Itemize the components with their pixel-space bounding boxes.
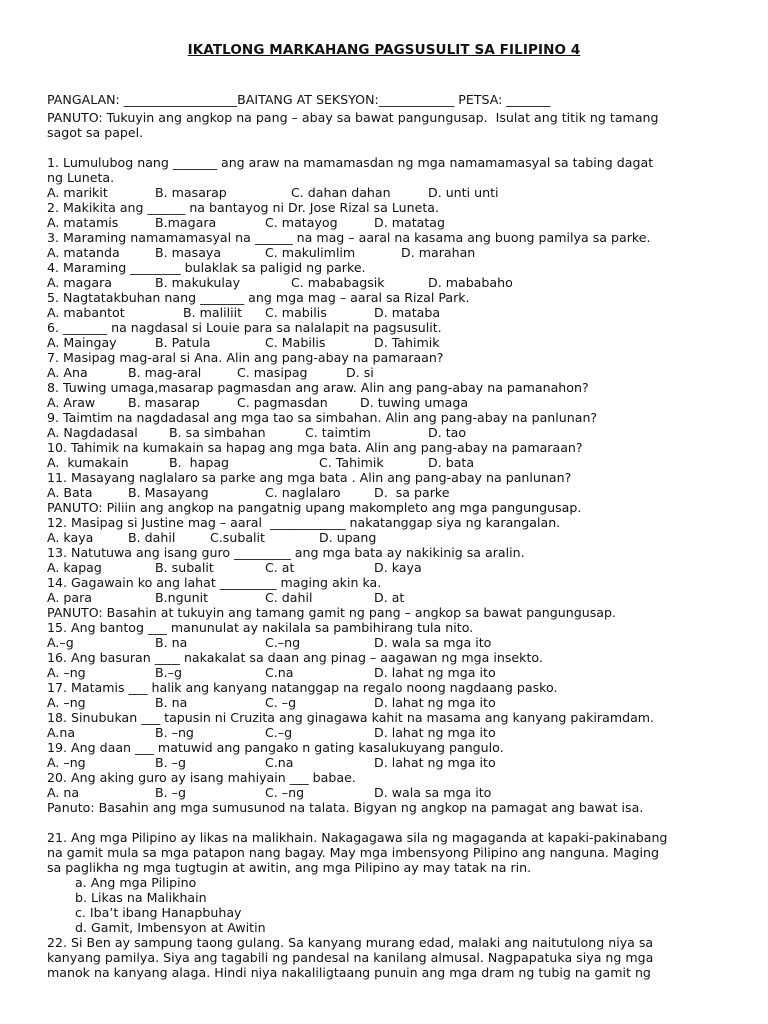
option-b: B. –g: [155, 755, 186, 770]
question-1: 1. Lumulubog nang _______ ang araw na mamamasdan ng mga namamamasyal sa tabing dagat: [47, 155, 654, 170]
option-d: D. mababaho: [428, 275, 513, 290]
instruction-3: PANUTO: Basahin at tukuyin ang tamang gamit ng pang – angkop sa bawat pangungusap.: [47, 605, 616, 620]
option-c: C. Tahimik: [319, 455, 384, 470]
option-c: C. naglalaro: [265, 485, 341, 500]
option-d: D. kaya: [374, 560, 422, 575]
question-12: 12. Masipag si Justine mag – aaral ____________ nakatanggap siya ng karangalan.: [47, 515, 561, 530]
option-c: C.–ng: [265, 635, 301, 650]
question-13: 13. Natutuwa ang isang guro _________ ang mga bata ay nakikinig sa aralin.: [47, 545, 525, 560]
option-d: D. bata: [428, 455, 475, 470]
option-c: C. –ng: [265, 785, 305, 800]
option-b: B. makukulay: [155, 275, 241, 290]
option-a: A. mabantot: [47, 305, 125, 320]
option-a: A. –ng: [47, 665, 86, 680]
option-b: B.–g: [155, 665, 182, 680]
question-22-cont: kanyang pamilya. Siya ang tagabili ng pandesal na kanilang almusal. Nagpapatuka siya ng mga: [47, 950, 654, 965]
question-1-cont: ng Luneta.: [47, 170, 115, 185]
option-b: B. mag-aral: [128, 365, 202, 380]
question-19: 19. Ang daan ___ matuwid ang pangako n gating kasalukuyang pangulo.: [47, 740, 504, 755]
option-c: c. Iba’t ibang Hanapbuhay: [75, 905, 242, 920]
instruction-1-cont: sagot sa papel.: [47, 125, 144, 140]
option-a: A. matamis: [47, 215, 119, 230]
question-7: 7. Masipag mag-aral si Ana. Alin ang pang-abay na pamaraan?: [47, 350, 444, 365]
question-21-cont: na gamit mula sa mga patapon nang bagay. May mga imbensyong Pilipino ang nanguna. Maging: [47, 845, 659, 860]
option-b: b. Likas na Malikhain: [75, 890, 207, 905]
question-14: 14. Gagawain ko ang lahat _________ maging akin ka.: [47, 575, 382, 590]
option-a: A. Ana: [47, 365, 88, 380]
option-d: D. sa parke: [374, 485, 450, 500]
option-c: C. –g: [265, 695, 297, 710]
question-10: 10. Tahimik na kumakain sa hapag ang mga bata. Alin ang pang-abay na pamaraan?: [47, 440, 583, 455]
question-4: 4. Maraming ________ bulaklak sa paligid ng parke.: [47, 260, 366, 275]
option-b: B. na: [155, 695, 188, 710]
question-16: 16. Ang basuran ____ nakakalat sa daan ang pinag – aagawan ng mga insekto.: [47, 650, 543, 665]
option-a: A. Araw: [47, 395, 96, 410]
option-a: A. magara: [47, 275, 112, 290]
option-d: D. at: [374, 590, 405, 605]
question-15: 15. Ang bantog ___ manunulat ay nakilala sa pambihirang tula nito.: [47, 620, 474, 635]
option-a: A. na: [47, 785, 80, 800]
option-a: A. kaya: [47, 530, 94, 545]
option-d: D. mataba: [374, 305, 441, 320]
option-d: D. lahat ng mga ito: [374, 755, 496, 770]
option-b: B. Masayang: [128, 485, 209, 500]
question-20: 20. Ang aking guro ay isang mahiyain ___ babae.: [47, 770, 356, 785]
option-b: B.magara: [155, 215, 217, 230]
option-c: C. taimtim: [305, 425, 371, 440]
option-c: C. dahan dahan: [291, 185, 391, 200]
option-d: D. marahan: [401, 245, 476, 260]
question-5: 5. Nagtatakbuhan nang _______ ang mga mag – aaral sa Rizal Park.: [47, 290, 470, 305]
question-9: 9. Taimtim na nagdadasal ang mga tao sa simbahan. Alin ang pang-abay na panlunan?: [47, 410, 598, 425]
option-d: D. wala sa mga ito: [374, 635, 492, 650]
question-21: 21. Ang mga Pilipino ay likas na malikhain. Nakagagawa sila ng magaganda at kapaki-pakinabang: [47, 830, 668, 845]
option-b: B. –g: [155, 785, 186, 800]
student-info-line: PANGALAN: __________________BAITANG AT SEKSYON:____________ PETSA: _______: [47, 92, 551, 107]
option-b: B. maliliit: [183, 305, 243, 320]
exam-title: IKATLONG MARKAHANG PAGSUSULIT SA FILIPINO 4: [187, 42, 581, 58]
option-d: d. Gamit, Imbensyon at Awitin: [75, 920, 266, 935]
question-22: 22. Si Ben ay sampung taong gulang. Sa kanyang murang edad, malaki ang naitutulong niya sa: [47, 935, 654, 950]
question-21-cont: sa paglikha ng mga tugtugin at awitin, ang mga Pilipino ay may tatak na rin.: [47, 860, 532, 875]
option-d: D. wala sa mga ito: [374, 785, 492, 800]
option-d: D. lahat ng mga ito: [374, 665, 496, 680]
option-d: D. unti unti: [428, 185, 499, 200]
option-c: C. masipag: [237, 365, 308, 380]
option-b: B. masaya: [155, 245, 222, 260]
option-a: A. kumakain: [47, 455, 129, 470]
option-a: A. para: [47, 590, 93, 605]
option-a: A.na: [47, 725, 76, 740]
option-a: A. –ng: [47, 755, 86, 770]
option-c: C. matayog: [265, 215, 338, 230]
question-3: 3. Maraming namamamasyal na ______ na mag – aaral na kasama ang buong pamilya sa parke.: [47, 230, 651, 245]
option-b: B. hapag: [169, 455, 230, 470]
option-d: D. lahat ng mga ito: [374, 725, 496, 740]
option-c: C. mabilis: [265, 305, 327, 320]
option-c: C.na: [265, 755, 294, 770]
option-a: A.–g: [47, 635, 74, 650]
option-b: B. masarap: [155, 185, 227, 200]
option-a: A. Nagdadasal: [47, 425, 138, 440]
instruction-2: PANUTO: Piliin ang angkop na pangatnig upang makompleto ang mga pangungusap.: [47, 500, 582, 515]
option-a: A. Bata: [47, 485, 93, 500]
option-c: C.na: [265, 665, 294, 680]
question-18: 18. Sinubukan ___ tapusin ni Cruzita ang ginagawa kahit na masama ang kanyang pakiramdam.: [47, 710, 655, 725]
option-b: B.ngunit: [155, 590, 209, 605]
question-22-cont: manok na kanyang alaga. Hindi niya nakaliligtaang punuin ang mga dram ng tubig na gamit ng: [47, 965, 651, 980]
option-c: C. mababagsik: [291, 275, 385, 290]
question-6: 6. _______ na nagdasal si Louie para sa nalalapit na pagsusulit.: [47, 320, 442, 335]
option-a: a. Ang mga Pilipino: [75, 875, 197, 890]
option-b: B. subalit: [155, 560, 214, 575]
option-d: D. lahat ng mga ito: [374, 695, 496, 710]
option-d: D. upang: [319, 530, 377, 545]
option-c: C. Mabilis: [265, 335, 326, 350]
option-c: C. at: [265, 560, 295, 575]
option-c: C. makulimlim: [265, 245, 356, 260]
option-d: D. tao: [428, 425, 467, 440]
option-a: A. matanda: [47, 245, 120, 260]
option-d: D. tuwing umaga: [360, 395, 469, 410]
option-b: B. dahil: [128, 530, 176, 545]
option-b: B. na: [155, 635, 188, 650]
option-d: D. matatag: [374, 215, 445, 230]
option-c: C. dahil: [265, 590, 313, 605]
instruction-4: Panuto: Basahin ang mga sumusunod na talata. Bigyan ng angkop na pamagat ang bawat isa.: [47, 800, 644, 815]
option-a: A. marikit: [47, 185, 108, 200]
option-a: A. kapag: [47, 560, 102, 575]
option-c: C.–g: [265, 725, 293, 740]
question-8: 8. Tuwing umaga,masarap pagmasdan ang araw. Alin ang pang-abay na pamanahon?: [47, 380, 589, 395]
option-c: C. pagmasdan: [237, 395, 328, 410]
option-d: D. Tahimik: [374, 335, 440, 350]
question-11: 11. Masayang naglalaro sa parke ang mga bata . Alin ang pang-abay na panlunan?: [47, 470, 572, 485]
option-b: B. –ng: [155, 725, 194, 740]
instruction-1: PANUTO: Tukuyin ang angkop na pang – abay sa bawat pangungusap. Isulat ang titik ng tamang: [47, 110, 659, 125]
option-d: D. si: [346, 365, 374, 380]
option-b: B. masarap: [128, 395, 200, 410]
option-b: B. sa simbahan: [169, 425, 266, 440]
option-a: A. –ng: [47, 695, 86, 710]
question-2: 2. Makikita ang ______ na bantayog ni Dr. Jose Rizal sa Luneta.: [47, 200, 439, 215]
option-c: C.subalit: [210, 530, 265, 545]
option-a: A. Maingay: [47, 335, 117, 350]
option-b: B. Patula: [155, 335, 211, 350]
question-17: 17. Matamis ___ halik ang kanyang natanggap na regalo noong nagdaang pasko.: [47, 680, 558, 695]
